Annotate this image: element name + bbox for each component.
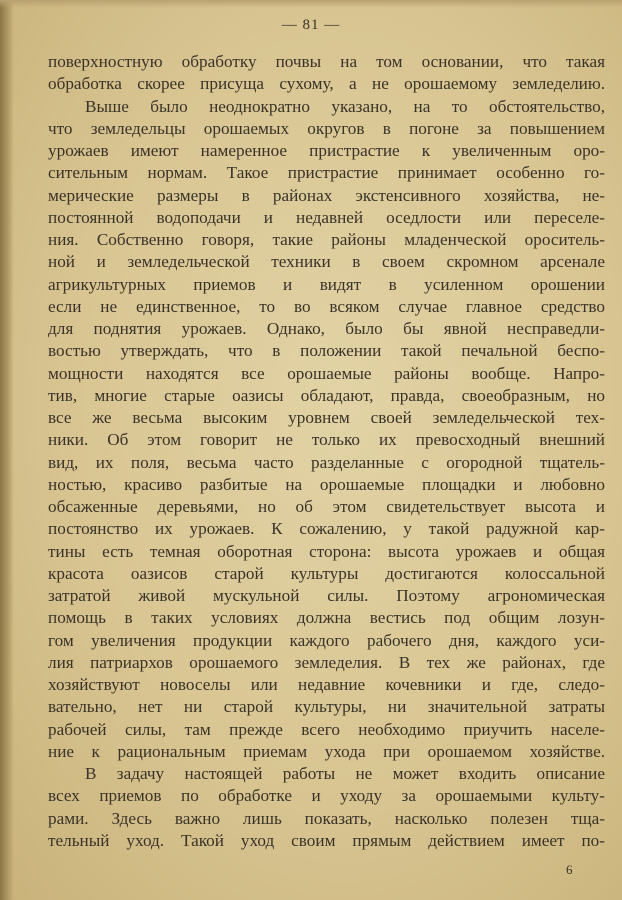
- page-top-edge: [0, 0, 622, 8]
- text-line: рами. Здесь важно лишь показать, насколько полезен тща-: [48, 808, 605, 828]
- text-line: ники. Об этом говорит не только их превосходный внешний: [48, 430, 605, 450]
- text-line: ной и земледельческой техники в своем скромном арсенале: [48, 252, 605, 272]
- text-line: постоянство их урожаев. К сожалению, у такой радужной кар-: [48, 519, 605, 539]
- text-line: хозяйствуют новоселы или недавние кочевники и где, следо-: [48, 675, 605, 694]
- text-line: вид, их поля, весьма часто разделанные с огородной тщатель-: [48, 452, 605, 472]
- paragraph-first-line: В задачу настоящей работы не может входить описание: [85, 764, 605, 783]
- paragraph-first-line: Выше было неоднократно указано, на то обстоятельство,: [85, 96, 605, 116]
- text-line: урожаев имеют намеренное пристрастие к увеличенным оро-: [48, 141, 605, 160]
- text-line: ностью, красиво разбитые на орошаемые площадки и любовно: [48, 474, 605, 494]
- text-line: всех приемов по обработке и уходу за орошаемыми культу-: [48, 786, 605, 806]
- body-text: [48, 51, 605, 852]
- text-line: что земледельцы орошаемых округов в погоне за повышением: [48, 118, 605, 138]
- text-line: ние к рациональным приемам ухода при орошаемом хозяйстве.: [48, 741, 605, 761]
- text-line: мощности находятся все орошаемые районы вообще. Напро-: [48, 363, 605, 383]
- text-line: гом увеличения продукции каждого рабочего дня, каждого уси-: [48, 630, 605, 650]
- text-line: для поднятия урожаев. Однако, было бы явной несправедли-: [48, 319, 605, 338]
- text-line: все же весьма высоким уровнем своей земледельческой тех-: [48, 408, 605, 427]
- text-line: вательно, нет ни старой культуры, ни значительной затраты: [48, 697, 605, 717]
- text-line: поверхностную обработку почвы на том основании, что такая: [48, 52, 605, 71]
- text-line: ния. Собственно говоря, такие районы младенческой ороситель-: [48, 230, 605, 249]
- text-line: помощь в таких условиях должна вестись под общим лозун-: [48, 608, 605, 628]
- text-line: постоянной водоподачи и недавней оседлости или переселе-: [48, 207, 605, 227]
- text-line: тив, многие старые оазисы обладают, правда, своеобразным, но: [48, 385, 605, 405]
- text-line: тины есть темная оборотная сторона: высота урожаев и общая: [48, 541, 605, 561]
- text-line: рабочей силы, там прежде всего необходимо приучить населе-: [48, 719, 605, 739]
- text-line: мерические размеры в районах экстенсивного хозяйства, не-: [48, 185, 605, 205]
- text-line: затратой живой мускульной силы. Поэтому агрономическая: [48, 586, 605, 605]
- text-line: сительным нормам. Такое пристрастие принимает особенно го-: [48, 163, 605, 183]
- page-number: — 81 —: [281, 17, 341, 33]
- text-line: обработка скорее присуща сухому, а не орошаемому земледелию.: [48, 74, 605, 94]
- text-line: востью утверждать, что в положении такой печальной беспо-: [48, 341, 605, 361]
- text-line: лия патриархов орошаемого земледелия. В тех же районах, где: [48, 652, 605, 672]
- text-line: агрикультурных приемов и видят в усиленном орошении: [48, 274, 605, 294]
- text-line: красота оазисов старой культуры достигаются колоссальной: [48, 563, 605, 583]
- text-line: обсаженные деревьями, но об этом свидетельствует высота и: [48, 497, 605, 516]
- page-edge-shadow: [0, 0, 14, 900]
- text-line: если не единственное, то во всяком случае главное средство: [48, 296, 605, 316]
- signature-mark: 6: [566, 862, 573, 877]
- text-line: тельный уход. Такой уход своим прямым действием имеет по-: [48, 830, 605, 850]
